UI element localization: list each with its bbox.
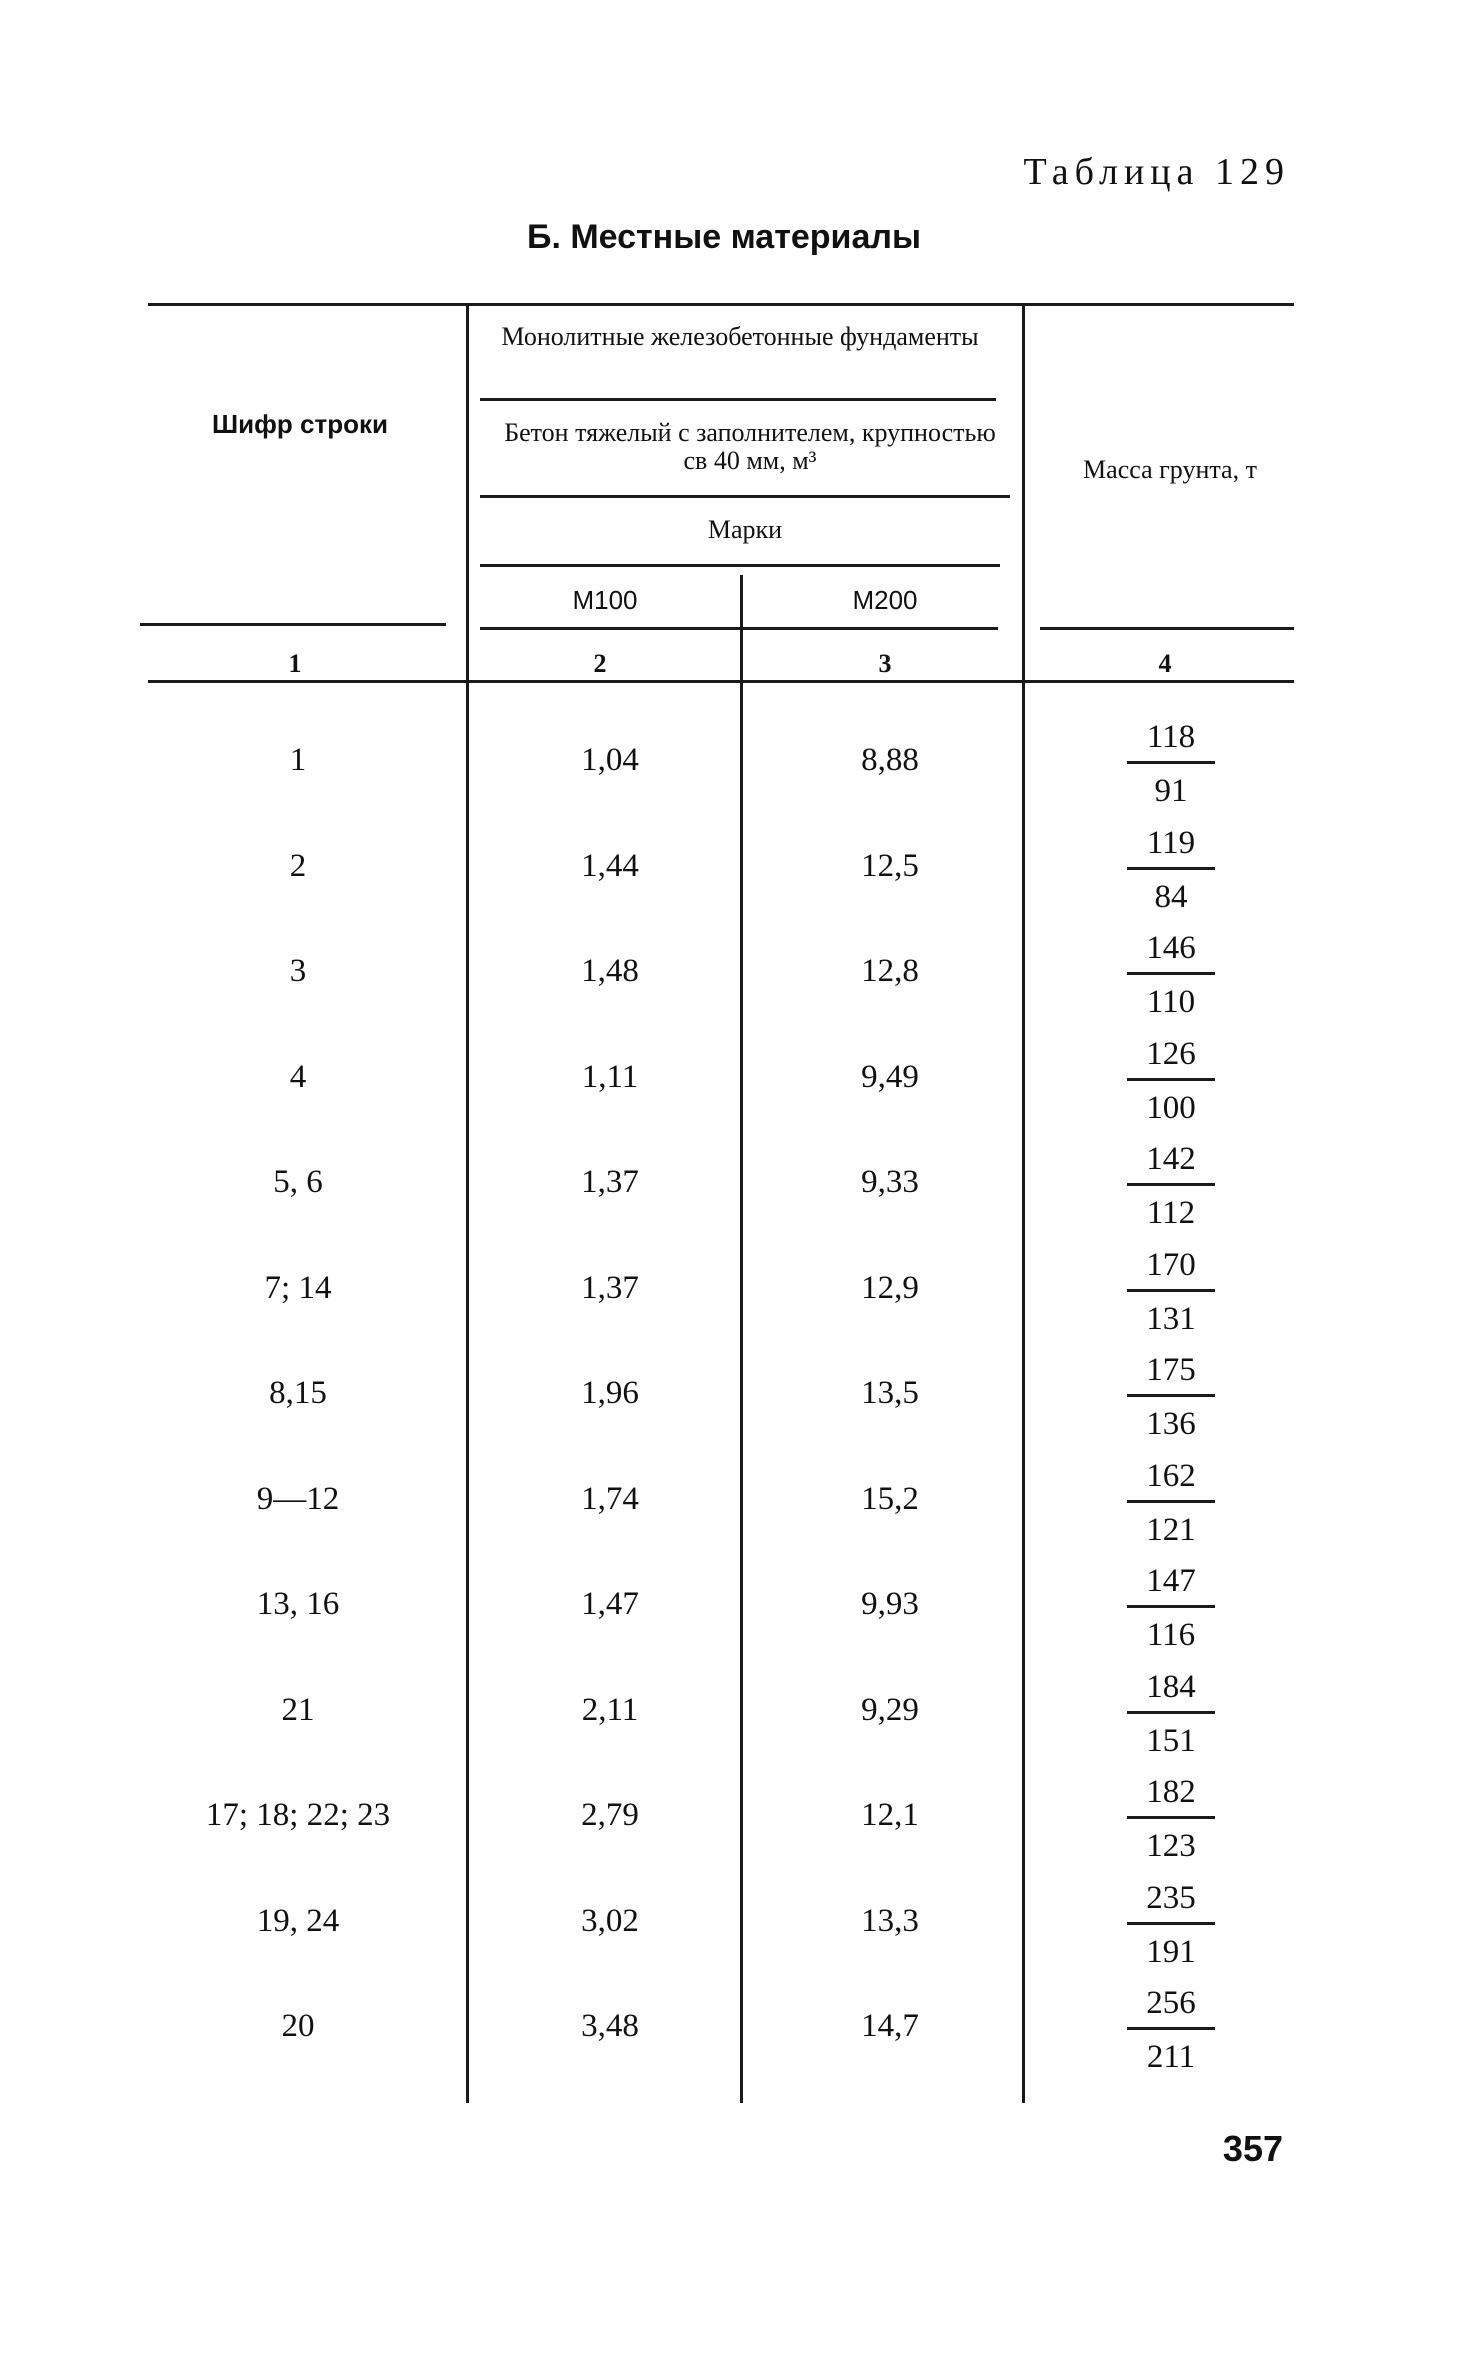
soil-mass-fraction: [1121, 924, 1221, 1027]
soil-mass-numerator: 162: [1146, 1458, 1196, 1494]
col-divider-3: [1022, 303, 1025, 2103]
soil-mass-fraction: [1121, 1452, 1221, 1555]
soil-mass-fraction: [1121, 819, 1221, 922]
top-rule: [148, 303, 1294, 306]
m100-value: 3,02: [581, 1903, 639, 1939]
marks-bottom-rule: [480, 627, 998, 630]
soil-mass-numerator: 126: [1146, 1036, 1196, 1072]
soil-mass-fraction: [1121, 1135, 1221, 1238]
col-divider-2: [740, 575, 743, 2103]
row-code: 20: [281, 2008, 315, 2044]
soil-mass-numerator: 235: [1146, 1880, 1196, 1916]
row-code: 5, 6: [273, 1164, 323, 1200]
m200-value: 12,1: [861, 1797, 919, 1833]
table-caption: Таблица 129: [1023, 151, 1290, 193]
soil-mass-denominator: 110: [1146, 984, 1196, 1020]
soil-mass-numerator: 182: [1146, 1774, 1196, 1810]
soil-mass-numerator: 256: [1146, 1985, 1196, 2021]
row-code: 7; 14: [264, 1270, 332, 1306]
m200-value: 9,33: [861, 1164, 919, 1200]
row-code: 2: [289, 848, 307, 884]
page-number: 357: [1222, 2128, 1283, 2169]
row-code: 13, 16: [256, 1586, 340, 1622]
soil-mass-numerator: 147: [1146, 1563, 1196, 1599]
column-number: 3: [878, 649, 892, 678]
group-rule: [480, 398, 996, 401]
m100-value: 2,79: [581, 1797, 639, 1833]
m100-value: 1,47: [581, 1586, 639, 1622]
header-grades: Марки: [707, 515, 783, 544]
soil-mass-denominator: 84: [1154, 879, 1188, 915]
column-number: 2: [593, 649, 607, 678]
m200-value: 9,29: [861, 1692, 919, 1728]
header-m200: М200: [852, 585, 918, 615]
header-row-code: Шифр строки: [212, 409, 388, 439]
soil-mass-fraction: [1121, 1557, 1221, 1660]
soil-mass-denominator: 100: [1146, 1090, 1196, 1126]
soil-mass-numerator: 142: [1146, 1141, 1196, 1177]
colnum-rule: [148, 680, 1294, 683]
soil-mass-denominator: 151: [1146, 1723, 1196, 1759]
soil-mass-numerator: 118: [1146, 719, 1196, 755]
m100-value: 1,96: [581, 1375, 639, 1411]
m100-value: 1,04: [581, 742, 639, 778]
row-code: 17; 18; 22; 23: [205, 1797, 391, 1833]
soil-mass-fraction: [1121, 1768, 1221, 1871]
soil-mass-numerator: 119: [1146, 825, 1196, 861]
m200-value: 12,8: [861, 953, 919, 989]
m100-value: 2,11: [581, 1692, 639, 1728]
soil-mass-numerator: 170: [1146, 1247, 1196, 1283]
col-divider-1: [466, 303, 469, 2103]
row-code: 21: [281, 1692, 315, 1728]
soil-mass-fraction: [1121, 1346, 1221, 1449]
m200-value: 9,93: [861, 1586, 919, 1622]
m100-value: 1,37: [581, 1164, 639, 1200]
row-code: 3: [289, 953, 307, 989]
row-code: 1: [289, 742, 307, 778]
soil-mass-numerator: 175: [1146, 1352, 1196, 1388]
row-code: 19, 24: [256, 1903, 340, 1939]
column-number: 1: [288, 649, 302, 678]
m100-value: 1,48: [581, 953, 639, 989]
code-header-rule: [140, 623, 446, 626]
soil-mass-denominator: 191: [1146, 1934, 1196, 1970]
soil-mass-fraction: [1121, 1663, 1221, 1766]
m200-value: 14,7: [861, 2008, 919, 2044]
m100-value: 1,44: [581, 848, 639, 884]
soil-mass-fraction: [1121, 1241, 1221, 1344]
table-title: Б. Местные материалы: [527, 218, 921, 256]
soil-mass-denominator: 131: [1146, 1301, 1196, 1337]
soil-mass-numerator: 184: [1146, 1669, 1196, 1705]
soil-mass-denominator: 91: [1154, 773, 1188, 809]
m200-value: 15,2: [861, 1481, 919, 1517]
soil-mass-denominator: 112: [1146, 1195, 1196, 1231]
m100-value: 1,11: [581, 1059, 639, 1095]
m200-value: 9,49: [861, 1059, 919, 1095]
mass-header-rule: [1040, 627, 1294, 630]
m200-value: 13,5: [861, 1375, 919, 1411]
m200-value: 8,88: [861, 742, 919, 778]
soil-mass-denominator: 136: [1146, 1406, 1196, 1442]
soil-mass-denominator: 123: [1146, 1828, 1196, 1864]
soil-mass-numerator: 146: [1146, 930, 1196, 966]
soil-mass-denominator: 116: [1146, 1617, 1196, 1653]
column-number: 4: [1158, 649, 1172, 678]
header-concrete: Бетон тяжелый с заполнителем, крупностью св 40 мм, м³: [504, 418, 996, 475]
m100-value: 1,74: [581, 1481, 639, 1517]
row-code: 4: [289, 1059, 307, 1095]
header-m100: М100: [572, 585, 638, 615]
m200-value: 12,9: [861, 1270, 919, 1306]
soil-mass-fraction: [1121, 1874, 1221, 1977]
header-soil-mass: Масса грунта, т: [1083, 455, 1257, 484]
m200-value: 12,5: [861, 848, 919, 884]
row-code: 8,15: [269, 1375, 327, 1411]
soil-mass-fraction: [1121, 1030, 1221, 1133]
m200-value: 13,3: [861, 1903, 919, 1939]
header-group: Монолитные железобетонные фундаменты: [501, 322, 979, 351]
concrete-rule: [480, 495, 1010, 498]
soil-mass-denominator: 121: [1146, 1512, 1196, 1548]
soil-mass-fraction: [1121, 1979, 1221, 2082]
grades-rule: [480, 564, 1000, 567]
m100-value: 3,48: [581, 2008, 639, 2044]
soil-mass-fraction: [1121, 713, 1221, 816]
m100-value: 1,37: [581, 1270, 639, 1306]
soil-mass-denominator: 211: [1146, 2039, 1196, 2075]
row-code: 9—12: [256, 1481, 340, 1517]
